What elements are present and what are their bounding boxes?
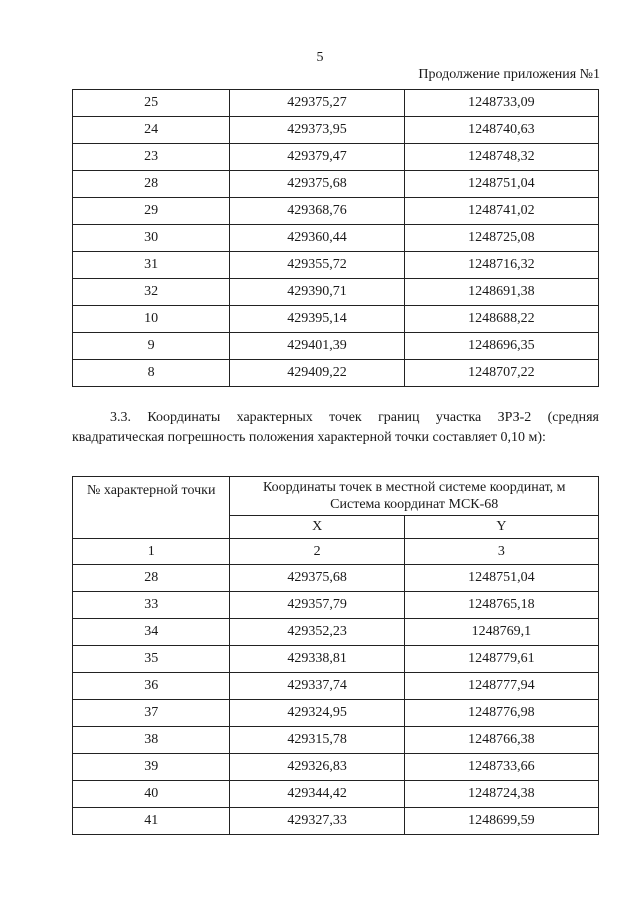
table-row bbox=[73, 171, 599, 198]
zrz2-coordinates-table bbox=[72, 476, 599, 835]
table-row bbox=[73, 144, 599, 171]
x-coordinate-cell: 429390,71 bbox=[230, 279, 404, 306]
x-coordinate-cell: 429373,95 bbox=[230, 117, 404, 144]
y-coordinate-cell: 1248733,09 bbox=[404, 90, 598, 117]
y-coordinate-cell: 1248716,32 bbox=[404, 252, 598, 279]
y-coordinate-cell: 1248725,08 bbox=[404, 225, 598, 252]
y-coordinate-cell: 1248691,38 bbox=[404, 279, 598, 306]
coordinates-table-continued bbox=[72, 89, 599, 387]
x-coordinate-cell: 429327,33 bbox=[230, 808, 404, 835]
point-number-cell: 10 bbox=[73, 306, 230, 333]
table-row bbox=[73, 565, 599, 592]
point-number-cell: 29 bbox=[73, 198, 230, 225]
x-coordinate-cell: 429344,42 bbox=[230, 781, 404, 808]
point-number-cell: 37 bbox=[73, 700, 230, 727]
point-number-cell: 32 bbox=[73, 279, 230, 306]
point-number-cell: 41 bbox=[73, 808, 230, 835]
y-coordinate-cell: 1248766,38 bbox=[404, 727, 598, 754]
header-x: X bbox=[230, 516, 404, 539]
y-coordinate-cell: 1248751,04 bbox=[404, 171, 598, 198]
point-number-cell: 23 bbox=[73, 144, 230, 171]
section-3-3-text bbox=[72, 408, 599, 448]
x-coordinate-cell: 429375,68 bbox=[230, 565, 404, 592]
point-number-cell: 33 bbox=[73, 592, 230, 619]
x-coordinate-cell: 429360,44 bbox=[230, 225, 404, 252]
x-coordinate-cell: 429352,23 bbox=[230, 619, 404, 646]
table-row bbox=[73, 90, 599, 117]
point-number-cell: 25 bbox=[73, 90, 230, 117]
point-number-cell: 35 bbox=[73, 646, 230, 673]
table-row bbox=[73, 646, 599, 673]
y-coordinate-cell: 1248740,63 bbox=[404, 117, 598, 144]
index-cell-1: 1 bbox=[73, 539, 230, 565]
table-row bbox=[73, 279, 599, 306]
point-number-cell: 28 bbox=[73, 171, 230, 198]
y-coordinate-cell: 1248688,22 bbox=[404, 306, 598, 333]
header-coordinates bbox=[230, 477, 599, 516]
table-row bbox=[73, 360, 599, 387]
page-number: 5 bbox=[316, 50, 324, 65]
point-number-cell: 40 bbox=[73, 781, 230, 808]
x-coordinate-cell: 429315,78 bbox=[230, 727, 404, 754]
x-coordinate-cell: 429375,27 bbox=[230, 90, 404, 117]
header-coordinates-line-1: Координаты точек в местной системе координат, м bbox=[262, 480, 566, 495]
index-cell-3: 3 bbox=[404, 539, 598, 565]
table-row bbox=[73, 808, 599, 835]
table-row bbox=[73, 252, 599, 279]
point-number-cell: 34 bbox=[73, 619, 230, 646]
y-coordinate-cell: 1248724,38 bbox=[404, 781, 598, 808]
table-row bbox=[73, 592, 599, 619]
table-row bbox=[73, 225, 599, 252]
x-coordinate-cell: 429379,47 bbox=[230, 144, 404, 171]
y-coordinate-cell: 1248733,66 bbox=[404, 754, 598, 781]
y-coordinate-cell: 1248707,22 bbox=[404, 360, 598, 387]
y-coordinate-cell: 1248741,02 bbox=[404, 198, 598, 225]
point-number-cell: 31 bbox=[73, 252, 230, 279]
point-number-cell: 39 bbox=[73, 754, 230, 781]
y-coordinate-cell: 1248765,18 bbox=[404, 592, 598, 619]
x-coordinate-cell: 429395,14 bbox=[230, 306, 404, 333]
index-row bbox=[73, 539, 599, 565]
y-coordinate-cell: 1248699,59 bbox=[404, 808, 598, 835]
x-coordinate-cell: 429324,95 bbox=[230, 700, 404, 727]
y-coordinate-cell: 1248779,61 bbox=[404, 646, 598, 673]
y-coordinate-cell: 1248751,04 bbox=[404, 565, 598, 592]
point-number-cell: 30 bbox=[73, 225, 230, 252]
y-coordinate-cell: 1248769,1 bbox=[404, 619, 598, 646]
point-number-cell: 28 bbox=[73, 565, 230, 592]
table-row bbox=[73, 306, 599, 333]
table-row bbox=[73, 333, 599, 360]
x-coordinate-cell: 429338,81 bbox=[230, 646, 404, 673]
table-row bbox=[73, 754, 599, 781]
x-coordinate-cell: 429337,74 bbox=[230, 673, 404, 700]
section-text-line-1: 3.3. Координаты характерных точек границ участка ЗРЗ-2 (средняя bbox=[110, 410, 599, 425]
point-number-cell: 38 bbox=[73, 727, 230, 754]
point-number-cell: 36 bbox=[73, 673, 230, 700]
x-coordinate-cell: 429401,39 bbox=[230, 333, 404, 360]
continuation-label: Продолжение приложения №1 bbox=[418, 67, 600, 82]
x-coordinate-cell: 429355,72 bbox=[230, 252, 404, 279]
y-coordinate-cell: 1248776,98 bbox=[404, 700, 598, 727]
section-text-line-2: квадратическая погрешность положения характерной точки составляет 0,10 м): bbox=[72, 430, 546, 445]
x-coordinate-cell: 429326,83 bbox=[230, 754, 404, 781]
x-coordinate-cell: 429375,68 bbox=[230, 171, 404, 198]
header-y: Y bbox=[404, 516, 598, 539]
header-point-number: № характерной точки bbox=[73, 477, 230, 539]
x-coordinate-cell: 429409,22 bbox=[230, 360, 404, 387]
point-number-cell: 8 bbox=[73, 360, 230, 387]
table-row bbox=[73, 781, 599, 808]
x-coordinate-cell: 429368,76 bbox=[230, 198, 404, 225]
table-row bbox=[73, 198, 599, 225]
point-number-cell: 24 bbox=[73, 117, 230, 144]
index-cell-2: 2 bbox=[230, 539, 404, 565]
y-coordinate-cell: 1248748,32 bbox=[404, 144, 598, 171]
header-coordinates-line-2: Система координат МСК-68 bbox=[330, 497, 499, 512]
table-row bbox=[73, 700, 599, 727]
y-coordinate-cell: 1248777,94 bbox=[404, 673, 598, 700]
table-row bbox=[73, 117, 599, 144]
table-row bbox=[73, 673, 599, 700]
table-row bbox=[73, 619, 599, 646]
point-number-cell: 9 bbox=[73, 333, 230, 360]
x-coordinate-cell: 429357,79 bbox=[230, 592, 404, 619]
y-coordinate-cell: 1248696,35 bbox=[404, 333, 598, 360]
table-row bbox=[73, 727, 599, 754]
